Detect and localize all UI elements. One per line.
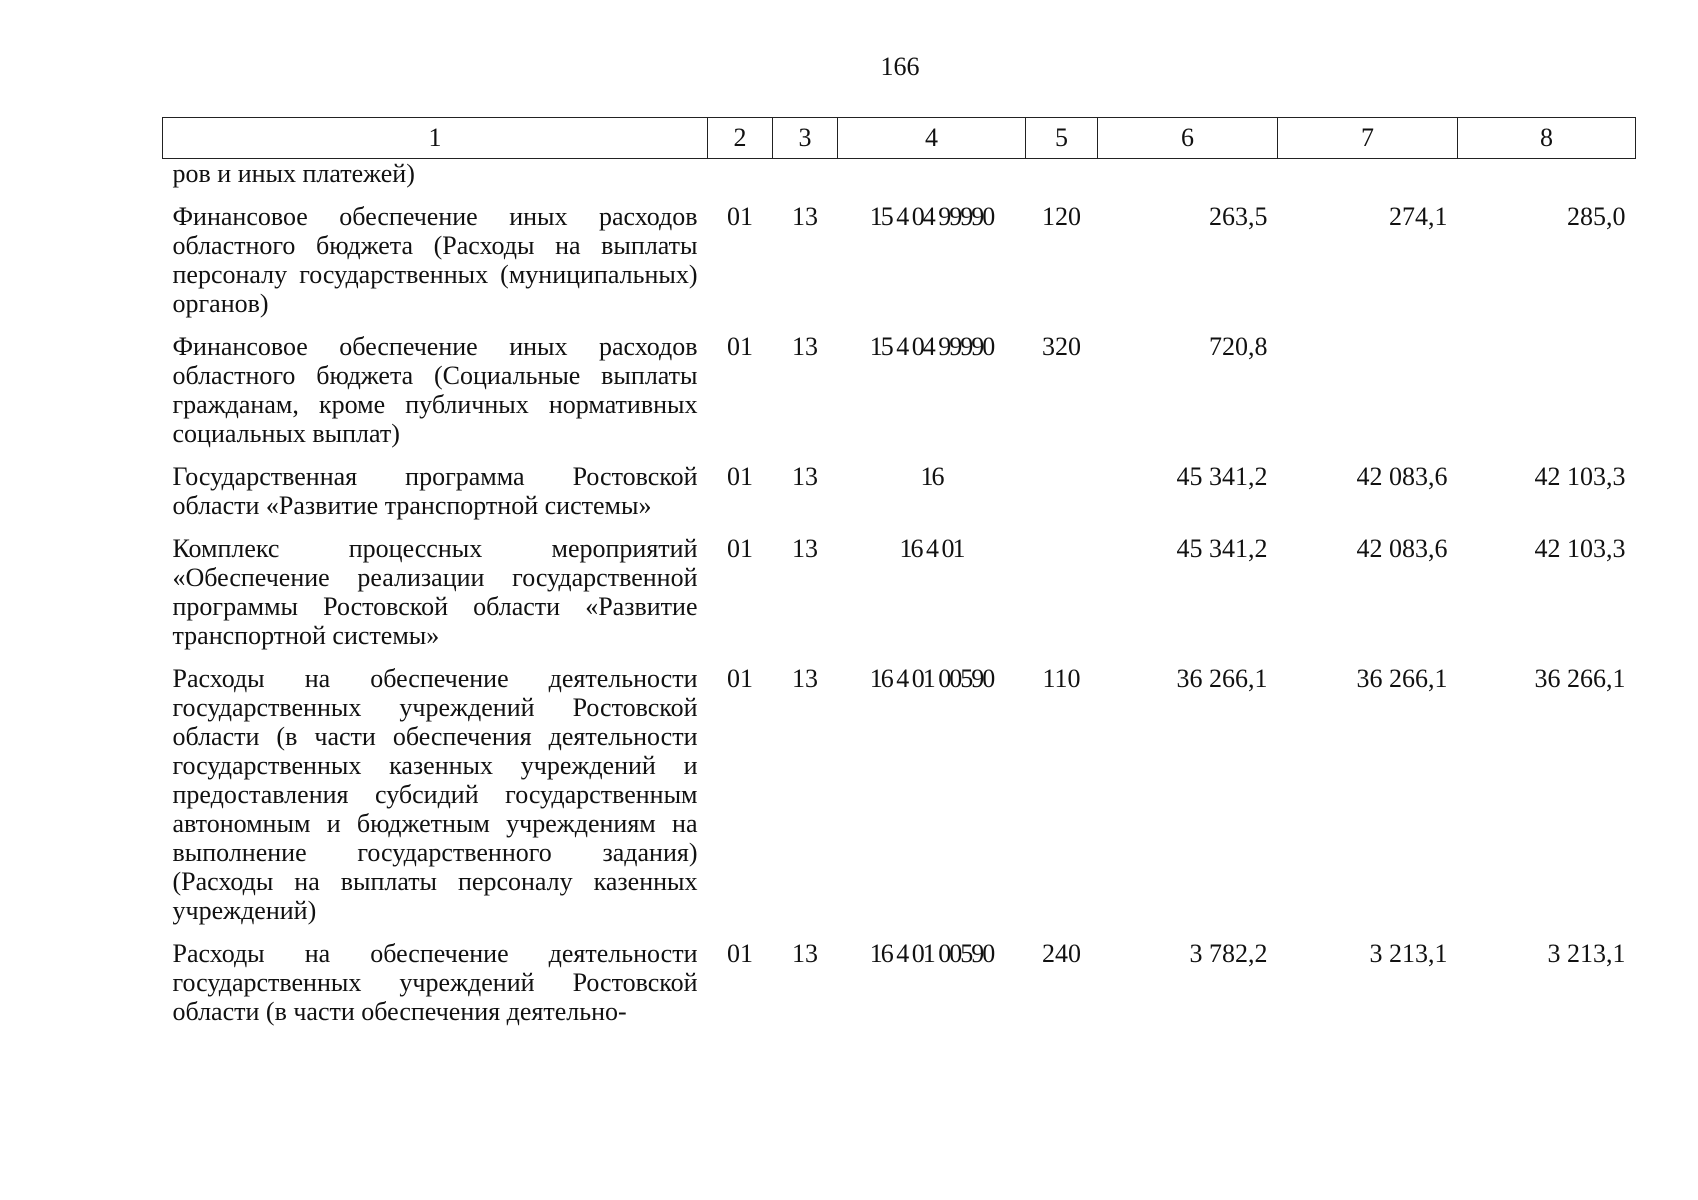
row-name: ров и иных платежей) [172,159,415,188]
header-col-1: 1 [163,118,708,159]
row-name: Финансовое обеспечение иных расходов областного бюджета (Социальные выплаты гражданам, кроме публичных нормативных социальных выплат) [172,332,698,448]
header-col-6: 6 [1098,118,1278,159]
row-expense-type: 120 [1042,202,1081,231]
row-amount-7 [1278,159,1458,189]
row-target-code: 15 4 04 99990 [869,332,994,361]
table-row [163,925,1636,1026]
row-amount-8: 36 266,1 [1534,664,1626,693]
row-amount-8: 3 213,1 [1547,939,1626,968]
row-amount-7: 42 083,6 [1356,462,1448,491]
row-target-code: 16 4 01 00590 [869,939,994,968]
row-expense-type [1026,520,1098,650]
row-subsection: 13 [792,534,818,563]
row-section: 01 [727,534,753,563]
row-amount-6: 263,5 [1209,202,1268,231]
page-number: 166 [880,52,920,81]
table-row [163,159,1636,189]
row-expense-type: 240 [1042,939,1081,968]
row-amount-7: 42 083,6 [1356,534,1448,563]
row-amount-7: 36 266,1 [1356,664,1448,693]
table-row [163,650,1636,925]
row-target-code: 15 4 04 99990 [869,202,994,231]
row-expense-type: 110 [1042,664,1081,693]
header-col-2: 2 [708,118,773,159]
row-section [708,159,773,189]
row-amount-8: 42 103,3 [1534,462,1626,491]
header-col-3: 3 [773,118,838,159]
table-row [163,188,1636,318]
row-name: Финансовое обеспечение иных расходов областного бюджета (Расходы на выплаты персоналу государственных (муниципальных) органов) [172,202,698,318]
row-expense-type [1026,159,1098,189]
row-section: 01 [727,202,753,231]
row-subsection: 13 [792,462,818,491]
row-amount-6: 36 266,1 [1176,664,1268,693]
row-target-code [838,159,1026,189]
row-target-code: 16 [920,462,943,491]
header-col-8: 8 [1458,118,1636,159]
row-amount-8: 42 103,3 [1534,534,1626,563]
row-amount-6: 3 782,2 [1189,939,1268,968]
row-expense-type [1026,448,1098,520]
row-name: Комплекс процессных мероприятий «Обеспечение реализации государственной программы Ростовской области «Развитие транспортной системы» [172,534,698,650]
budget-table [162,117,1636,1026]
row-amount-7 [1278,318,1458,448]
row-section: 01 [727,462,753,491]
row-section: 01 [727,939,753,968]
row-name: Расходы на обеспечение деятельности государственных учреждений Ростовской области (в части обеспечения деятельно- [172,939,698,1026]
row-amount-6: 45 341,2 [1176,462,1268,491]
row-amount-8 [1458,159,1636,189]
row-section: 01 [727,332,753,361]
row-target-code: 16 4 01 00590 [869,664,994,693]
row-amount-8: 285,0 [1567,202,1626,231]
header-col-5: 5 [1026,118,1098,159]
header-col-4: 4 [838,118,1026,159]
row-subsection [773,159,838,189]
row-amount-8 [1458,318,1636,448]
table-row [163,448,1636,520]
row-amount-6: 720,8 [1209,332,1268,361]
row-subsection: 13 [792,202,818,231]
row-amount-6: 45 341,2 [1176,534,1268,563]
row-section: 01 [727,664,753,693]
row-name: Расходы на обеспечение деятельности государственных учреждений Ростовской области (в части обеспечения деятельности государственных казенных учреждений и предоставления субсидий государственным автономным и бюджетным учреждениям на выполнение государственного задания) (Расходы на выплаты персоналу казенных учреждений) [172,664,698,925]
row-amount-7: 274,1 [1389,202,1448,231]
row-subsection: 13 [792,664,818,693]
row-subsection: 13 [792,332,818,361]
table-row [163,520,1636,650]
row-amount-7: 3 213,1 [1369,939,1448,968]
row-target-code: 16 4 01 [899,534,964,563]
row-amount-6 [1098,159,1278,189]
header-row [163,118,1636,159]
row-subsection: 13 [792,939,818,968]
header-col-7: 7 [1278,118,1458,159]
row-name: Государственная программа Ростовской области «Развитие транспортной системы» [172,462,698,520]
row-expense-type: 320 [1042,332,1081,361]
table-row [163,318,1636,448]
